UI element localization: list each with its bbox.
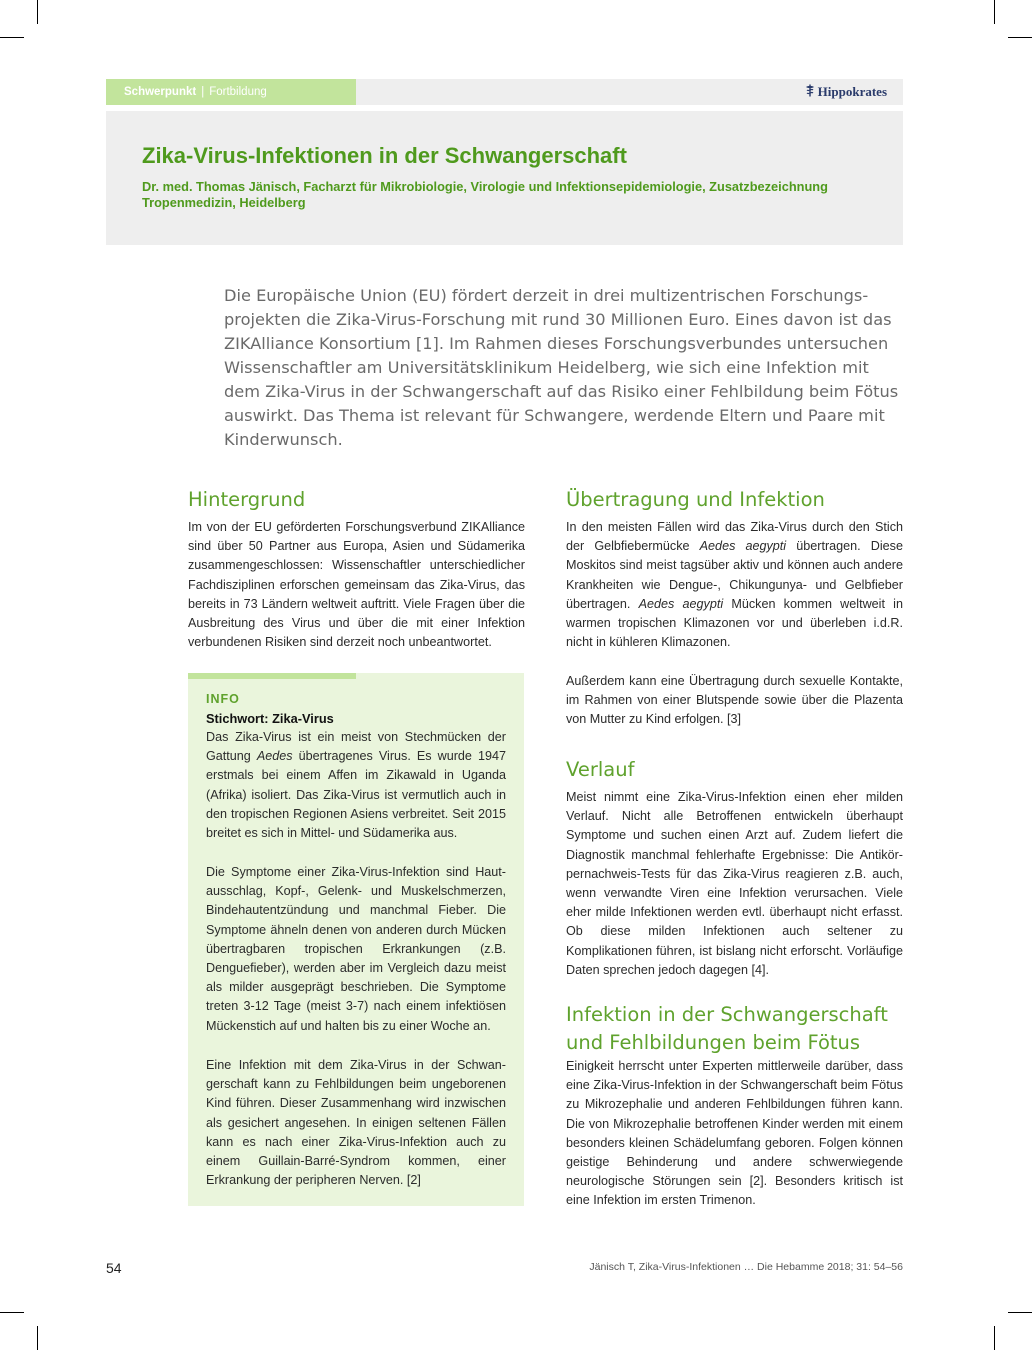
crop-mark (1008, 1312, 1032, 1313)
publisher-logo (805, 79, 887, 105)
info-text: übertragenes Virus. Es wurde 1947 erstmals bei einem Affen im Zikawald in Uganda (Afrika) isoliert. Das Zika-Virus ist vermutlich auch in den tropischen Regionen Asiens verbreitet. Seit 2015 breitet es sich in Mittel- und Südamerika aus. (206, 749, 506, 841)
crop-mark (994, 1326, 995, 1350)
body-text: Mücken kommen weltweit in warmen tropischen Klimazonen vor und überleben i.d.R. nicht in kühleren Klimazonen. (566, 596, 903, 650)
subsection-name: Fortbildung (209, 86, 267, 98)
info-heading: Stichwort: Zika-Virus (206, 711, 334, 726)
section-name: Schwerpunkt (124, 86, 197, 98)
crop-mark (0, 1312, 24, 1313)
body-text: In den meisten Fällen wird das Zika-Virus durch den Stich der Gelbfiebermücke (566, 520, 903, 554)
paragraph-uebertragung (566, 518, 903, 652)
author-line: Dr. med. Thomas Jänisch, Facharzt für Mikrobiologie, Virologie und Infektionsepidemiologie, Zusatzbezeichnung Tropenmedizin, Heidelberg (142, 179, 828, 210)
info-text: Das Zika-Virus ist ein meist von Stechmücken der Gattung (206, 730, 506, 764)
heading-hintergrund: Hintergrund (188, 488, 306, 511)
heading-infektion: Infektion in der Schwangerschaft und Fehlbildungen beim Fötus (566, 1003, 888, 1054)
crop-mark (37, 0, 38, 24)
heading-verlauf: Verlauf (566, 758, 635, 781)
info-box (188, 673, 524, 1206)
section-separator: | (201, 86, 205, 98)
title-block (106, 111, 903, 245)
paragraph-infektion: Einigkeit herrscht unter Experten mittlerweile darüber, dass eine Zika-Virus-Infektion in der Schwangerschaft beim Fötus zu Mikrozephalie und anderen Fehlbildungen führen kann. Die von Mikrozephalie betroffenen Kinder werden mit einem besonders kleinen Schädelumfang geboren. Folgen können geistige Behinderung und andere schwerwiegende neurologische Störungen sein [2]. Besonders kritisch ist eine Infektion im ersten Trimenon. (566, 1059, 903, 1208)
section-label (106, 79, 356, 105)
lead-paragraph: Die Europäische Union (EU) fördert derzeit in drei multizentrischen Forschungsprojekten die Zika-Virus-Forschung mit rund 30 Millionen Euro. Eines davon ist das ZIKAlliance Konsortium [1]. Im Rahmen dieses Forschungsverbundes untersuchen Wissenschaftler am Universitätsklinikum Heidelberg, wie sich eine Infektion mit dem Zika-Virus in der Schwangerschaft auf das Risiko einer Fehlbildung beim Fötus auswirkt. Das Thema ist relevant für Schwangere, werdende Eltern und Paare mit Kinderwunsch. (224, 286, 899, 449)
crop-mark (1008, 37, 1032, 38)
body-text: übertragen. Diese Moskitos sind meist tagsüber aktiv und können auch andere Krankheiten wie Dengue-, Chikungunya- und Gelbfieber übertragen. (566, 539, 903, 611)
info-italic-term: Aedes (256, 749, 293, 764)
info-box-accent (188, 673, 356, 679)
paragraph-verlauf: Meist nimmt eine Zika-Virus-Infektion einen eher milden Verlauf. Nicht alle Betroffenen entwickeln überhaupt Symptome und suchen einen Arzt auf. Zudem liefert die Diagnostik manchmal fehlerhafte Ergebnisse: Die Antikörpernachweis-Tests für das Zika-Virus reagieren z.B. auch, wenn verwandte Viren eine Infektion verursachen. Viele eher milde Infektionen werden evtl. überhaupt nicht erfasst. Ob diese milden Infektionen auch seltener zu Komplikationen führen, ist bislang nicht erforscht. Vorläufige Daten sprechen jedoch dagegen [4]. (566, 790, 903, 977)
publisher-name: Hippokrates (817, 84, 887, 99)
article-title: Zika-Virus-Infektionen in der Schwangerschaft (142, 143, 627, 168)
page-number: 54 (106, 1260, 122, 1276)
paragraph-hintergrund: Im von der EU geförderten Forschungsverbund ZIKAlliance sind über 50 Partner aus Europa, Asien und Südamerika zusammengeschlossen: Wissenschaftler unterschiedlicher Fachdisziplinen erforschen gemeinsam das Zika-Virus, das bereits in 73 Ländern weltweit auftritt. Viele Fragen über die Ausbreitung des Virus und über die mit einer Infektion verbundenen Risiken sind derzeit noch unbeantwortet. (188, 520, 525, 650)
citation-line: Jänisch T, Zika-Virus-Infektionen … Die Hebamme 2018; 31: 54–56 (589, 1261, 903, 1273)
caduceus-icon (805, 80, 815, 106)
running-header (106, 79, 903, 105)
info-paragraph: Eine Infektion mit dem Zika-Virus in der Schwangerschaft kann zu Fehlbildungen beim ungeborenen Kind führen. Dieser Zusammenhang wird inzwischen als gesichert angesehen. In einigen seltenen Fällen kann es nach einer Zika-Virus-Infektion auch zu einem Guillain-Barré-Syndrom kommen, einer Erkrankung der peripheren Nerven. [2] (206, 1058, 506, 1188)
info-paragraph (206, 728, 506, 843)
heading-uebertragung: Übertragung und Infektion (566, 488, 825, 511)
info-label: INFO (206, 692, 240, 706)
paragraph-uebertragung-2: Außerdem kann eine Übertragung durch sexuelle Kontakte, im Rahmen von einer Blutspende sowie über die Plazenta von Mutter zu Kind erfolgen. [3] (566, 674, 903, 727)
info-paragraph: Die Symptome einer Zika-Virus-Infektion sind Hautausschlag, Kopf-, Gelenk- und Muskelschmerzen, Bindehautentzündung und manchmal Fieber. Die Symptome ähneln denen von anderen durch Mücken übertragbaren tropischen Erkrankungen (z.B. Denguefieber), werden aber im Vergleich dazu meist als milder ausgeprägt beschrieben. Die Symptome treten 3-12 Tage (meist 3-7) nach einem infektiösen Mückenstich auf und halten bis zu einer Woche an. (206, 865, 506, 1033)
crop-mark (37, 1326, 38, 1350)
crop-mark (994, 0, 995, 24)
crop-mark (0, 37, 24, 38)
italic-term: Aedes aegypti (699, 539, 787, 554)
italic-term: Aedes aegypti (638, 596, 724, 611)
